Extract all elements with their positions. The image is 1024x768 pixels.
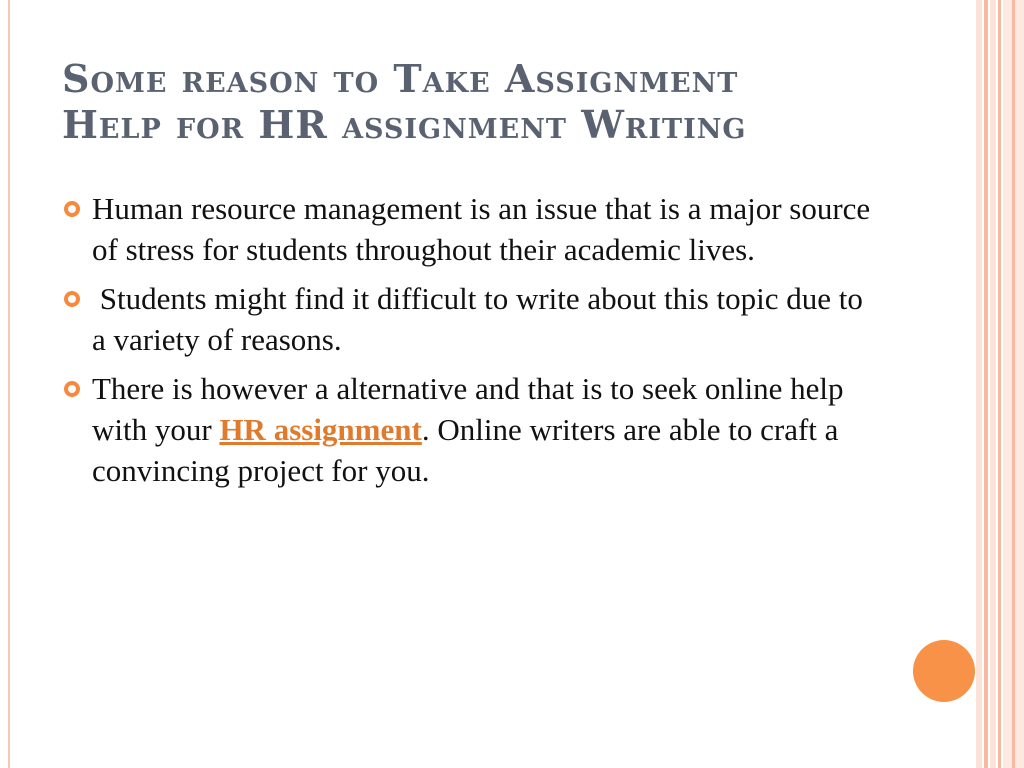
bullet-item <box>62 368 882 491</box>
bullet-text-before-link: There is however a alternative and that is to seek online help with your <box>92 371 844 447</box>
orange-circle-icon <box>913 640 975 702</box>
slide-title <box>62 56 942 148</box>
right-border-stripe <box>984 0 988 768</box>
right-border-stripe <box>990 0 996 768</box>
right-border-stripe <box>976 0 982 768</box>
slide-title-line-2: Help for HR assignment Writing <box>62 102 747 147</box>
bullet-text-after-link: . Online writers are able to craft a convincing project for you. <box>92 412 839 488</box>
right-border-stripe <box>1012 0 1015 768</box>
left-border-line <box>8 0 10 768</box>
bullet-item <box>62 188 882 270</box>
slide-title-line-1: Some reason to Take Assignment <box>62 56 739 101</box>
bullet-text: Students might find it difficult to write about this topic due to a variety of reasons. <box>92 281 871 357</box>
hr-assignment-link[interactable]: HR assignment <box>219 412 422 447</box>
ring-bullet-icon <box>64 291 80 307</box>
bullet-item <box>62 278 882 360</box>
bullet-list <box>62 188 882 499</box>
right-border-stripe <box>998 0 1001 768</box>
ring-bullet-icon <box>64 201 80 217</box>
bullet-text: Human resource management is an issue that is a major source of stress for students throughout their academic lives. <box>92 191 871 267</box>
ring-bullet-icon <box>64 381 80 397</box>
